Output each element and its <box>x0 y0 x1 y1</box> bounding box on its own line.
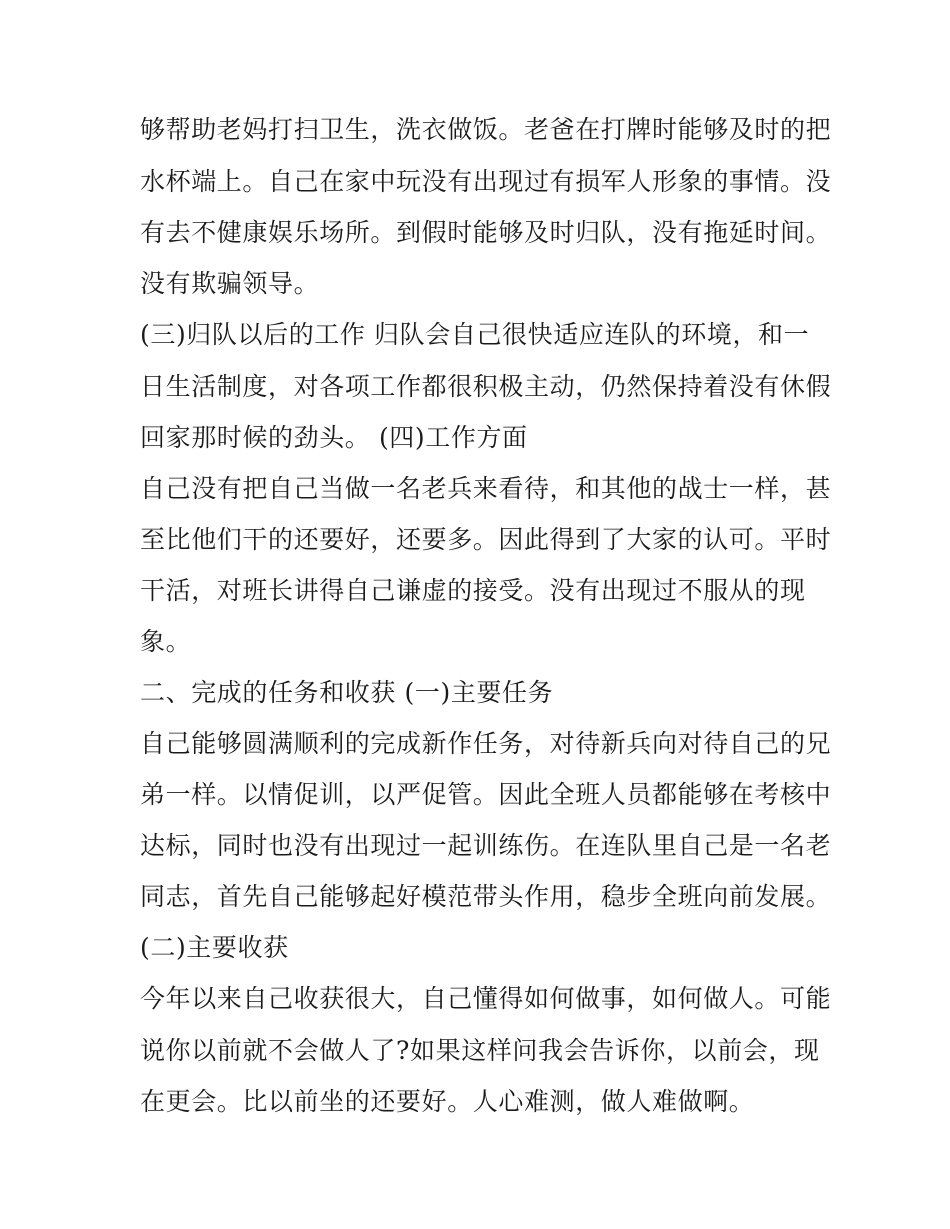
text-line: 没有欺骗领导。 <box>140 269 320 298</box>
text-line: 够帮助老妈打扫卫生，洗衣做饭。老爸在打牌时能够及时的把 <box>140 115 832 144</box>
text-line: 日生活制度，对各项工作都很积极主动，仍然保持着没有休假 <box>140 372 832 401</box>
text-line: 同志，首先自己能够起好模范带头作用，稳步全班向前发展。 <box>140 882 832 911</box>
section-heading-line: 二、完成的任务和收获 (一)主要任务 <box>140 678 554 707</box>
text-line: 自己能够圆满顺利的完成新作任务，对待新兵向对待自己的兄 <box>140 729 832 758</box>
section-heading-line: 回家那时候的劲头。 (四)工作方面 <box>140 423 528 452</box>
text-line: 自己没有把自己当做一名老兵来看待，和其他的战士一样，甚 <box>140 474 832 503</box>
text-line: 在更会。比以前坐的还要好。人心难测，做人难做啊。 <box>140 1087 755 1116</box>
text-line: 弟一样。以情促训，以严促管。因此全班人员都能够在考核中 <box>140 780 832 809</box>
text-line: 说你以前就不会做人了?如果这样问我会告诉你，以前会，现 <box>140 1036 820 1065</box>
section-heading-line: (二)主要收获 <box>140 933 289 962</box>
text-line: 至比他们干的还要好，还要多。因此得到了大家的认可。平时 <box>140 525 832 554</box>
text-line: 有去不健康娱乐场所。到假时能够及时归队，没有拖延时间。 <box>140 218 832 247</box>
text-line: 今年以来自己收获很大，自己懂得如何做事，如何做人。可能 <box>140 984 832 1013</box>
text-line: 象。 <box>140 627 192 656</box>
text-line: 达标，同时也没有出现过一起训练伤。在连队里自己是一名老 <box>140 831 832 860</box>
text-line: 干活，对班长讲得自己谦虚的接受。没有出现过不服从的现 <box>140 576 806 605</box>
section-heading-line: (三)归队以后的工作 归队会自己很快适应连队的环境，和一 <box>140 320 810 349</box>
text-line: 水杯端上。自己在家中玩没有出现过有损军人形象的事情。没 <box>140 167 832 196</box>
